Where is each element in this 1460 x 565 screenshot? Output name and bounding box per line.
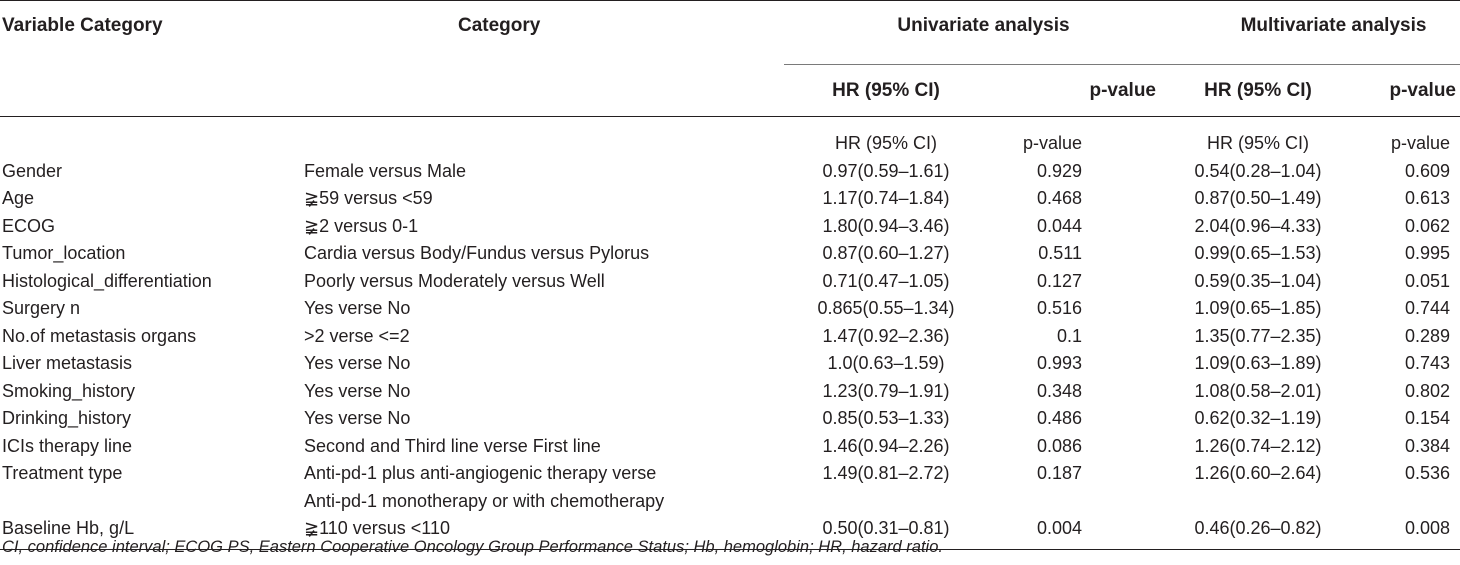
p-multivariate-cell: 0.536: [1404, 463, 1450, 483]
header-p-multivariate: p-value: [1348, 65, 1460, 117]
hr-univariate-cell: 0.97(0.59–1.61): [822, 160, 950, 181]
hr-multivariate-cell: 1.35(0.77–2.35): [1194, 325, 1322, 346]
category-cell: Yes verse No: [304, 408, 411, 428]
header-variable-category: Variable Category: [0, 1, 300, 65]
p-multivariate-cell: [1348, 488, 1460, 516]
hr-univariate-cell: 0.85(0.53–1.33): [822, 408, 950, 428]
category-cell: Second and Third line verse First line: [304, 435, 601, 456]
p-univariate-cell: 0.187: [1036, 463, 1082, 483]
p-univariate-cell: 0.511: [1038, 243, 1082, 263]
p-multivariate-cell: 0.051: [1404, 270, 1450, 291]
hr-univariate-cell: 1.0(0.63–1.59): [827, 353, 945, 373]
p-multivariate-cell: 0.062: [1404, 215, 1450, 236]
hr-multivariate-cell: 0.46(0.26–0.82): [1168, 515, 1348, 549]
p-univariate-cell: 0.1: [1056, 325, 1082, 346]
table-footnote: CI, confidence interval; ECOG PS, Eastern Cooperative Oncology Group Performance Status; Hb, hemoglobin; HR, hazard ratio.: [2, 538, 943, 556]
header-p-univariate: p-value: [988, 65, 1168, 117]
variable-cell: Age: [2, 188, 35, 208]
hr-multivariate-cell: 0.62(0.32–1.19): [1194, 408, 1322, 428]
table-row: [0, 460, 1460, 488]
table-row: [0, 350, 1460, 378]
hr-multivariate-cell: 1.08(0.58–2.01): [1194, 380, 1322, 401]
hr-univariate-cell: 1.80(0.94–3.46): [822, 215, 950, 236]
header-spacer: [300, 65, 784, 117]
variable-cell: Tumor_location: [2, 243, 126, 263]
table-row: [0, 240, 1460, 268]
variable-cell: No.of metastasis organs: [2, 325, 197, 346]
subheader-hr-multivariate: HR (95% CI): [1206, 133, 1309, 153]
subheader-row: [0, 117, 1460, 158]
category-cell: Yes verse No: [304, 353, 411, 373]
table-row: [0, 323, 1460, 351]
subheader-p-univariate: p-value: [1022, 133, 1082, 153]
p-univariate-cell: 0.086: [1036, 435, 1082, 456]
p-univariate-cell: 0.044: [1036, 215, 1082, 236]
p-multivariate-cell: 0.008: [1348, 515, 1460, 549]
hr-multivariate-cell: 0.99(0.65–1.53): [1194, 243, 1322, 263]
p-univariate-cell: 0.468: [1036, 188, 1082, 208]
header-multivariate: Multivariate analysis: [1168, 1, 1460, 65]
hr-univariate-cell: 1.23(0.79–1.91): [822, 380, 950, 401]
table-row: [0, 433, 1460, 461]
p-multivariate-cell: 0.613: [1404, 188, 1450, 208]
table-row: [0, 405, 1460, 433]
p-univariate-cell: [988, 488, 1168, 516]
hr-multivariate-cell: 1.26(0.60–2.64): [1194, 463, 1322, 483]
table-cell: [300, 117, 784, 158]
p-multivariate-cell: 0.154: [1404, 408, 1450, 428]
hr-univariate-cell: [784, 488, 988, 516]
header-hr-univariate: HR (95% CI): [784, 65, 988, 117]
variable-cell: Treatment type: [2, 463, 123, 483]
p-multivariate-cell: 0.744: [1404, 298, 1450, 318]
category-cell: ≩59 versus <59: [304, 188, 433, 208]
category-cell: Anti-pd-1 plus anti-angiogenic therapy verse: [304, 463, 657, 483]
header-univariate: Univariate analysis: [784, 1, 1168, 65]
variable-cell: Histological_differentiation: [2, 270, 212, 291]
variable-cell: ICIs therapy line: [2, 435, 133, 456]
hr-univariate-cell: 1.46(0.94–2.26): [822, 435, 950, 456]
hr-multivariate-cell: 1.26(0.74–2.12): [1194, 435, 1322, 456]
table-row: [0, 378, 1460, 406]
hr-multivariate-cell: 2.04(0.96–4.33): [1194, 215, 1322, 236]
hr-univariate-cell: 0.865(0.55–1.34): [817, 298, 955, 318]
p-univariate-cell: 0.004: [988, 515, 1168, 549]
p-univariate-cell: 0.929: [1036, 160, 1082, 181]
table-row: [0, 295, 1460, 323]
p-multivariate-cell: 0.802: [1404, 380, 1450, 401]
p-univariate-cell: 0.516: [1036, 298, 1082, 318]
category-cell: Yes verse No: [304, 298, 411, 318]
variable-cell: Surgery n: [2, 298, 81, 318]
header-hr-multivariate: HR (95% CI): [1168, 65, 1348, 117]
table-row: [0, 185, 1460, 213]
p-multivariate-cell: 0.384: [1404, 435, 1450, 456]
hr-multivariate-cell: 1.09(0.65–1.85): [1194, 298, 1322, 318]
hr-multivariate-cell: 0.59(0.35–1.04): [1194, 270, 1322, 291]
header-spacer: [0, 65, 300, 117]
category-cell: Cardia versus Body/Fundus versus Pylorus: [304, 243, 650, 263]
table-cell: [0, 117, 300, 158]
p-univariate-cell: 0.348: [1036, 380, 1082, 401]
variable-cell: ECOG: [2, 215, 56, 236]
category-cell: ≩2 versus 0-1: [304, 215, 419, 236]
hr-multivariate-cell: 0.54(0.28–1.04): [1194, 160, 1322, 181]
table-row: [0, 213, 1460, 241]
table-row: [0, 158, 1460, 186]
hr-univariate-cell: 1.49(0.81–2.72): [822, 463, 950, 483]
hr-multivariate-cell: 0.87(0.50–1.49): [1194, 188, 1322, 208]
p-univariate-cell: 0.993: [1036, 353, 1082, 373]
p-univariate-cell: 0.486: [1036, 408, 1082, 428]
variable-cell: Drinking_history: [2, 408, 132, 428]
variable-cell: Liver metastasis: [2, 353, 133, 373]
category-cell: Anti-pd-1 monotherapy or with chemotherapy: [304, 490, 665, 511]
category-cell: Yes verse No: [304, 380, 411, 401]
p-multivariate-cell: 0.995: [1404, 243, 1450, 263]
p-univariate-cell: 0.127: [1036, 270, 1082, 291]
table-row: [0, 488, 1460, 516]
hr-univariate-cell: 1.17(0.74–1.84): [822, 188, 950, 208]
hr-multivariate-cell: [1168, 488, 1348, 516]
subheader-hr-univariate: HR (95% CI): [834, 133, 937, 153]
p-multivariate-cell: 0.743: [1404, 353, 1450, 373]
subheader-p-multivariate: p-value: [1390, 133, 1450, 153]
p-multivariate-cell: 0.289: [1404, 325, 1450, 346]
p-multivariate-cell: 0.609: [1404, 160, 1450, 181]
variable-cell: [0, 488, 300, 516]
category-cell: ≩110 versus <110: [300, 515, 784, 549]
category-cell: Poorly versus Moderately versus Well: [304, 270, 605, 291]
hr-univariate-cell: 1.47(0.92–2.36): [822, 325, 950, 346]
hr-univariate-cell: 0.71(0.47–1.05): [822, 270, 950, 291]
category-cell: >2 verse <=2: [304, 325, 410, 346]
table-row: [0, 268, 1460, 296]
variable-cell: Baseline Hb, g/L: [0, 515, 300, 549]
variable-cell: Gender: [2, 160, 63, 181]
hr-univariate-cell: 0.50(0.31–0.81): [784, 515, 988, 549]
category-cell: Female versus Male: [304, 160, 467, 181]
hr-univariate-cell: 0.87(0.60–1.27): [822, 243, 950, 263]
header-category: Category: [300, 1, 784, 65]
hr-multivariate-cell: 1.09(0.63–1.89): [1194, 353, 1322, 373]
variable-cell: Smoking_history: [2, 380, 136, 401]
